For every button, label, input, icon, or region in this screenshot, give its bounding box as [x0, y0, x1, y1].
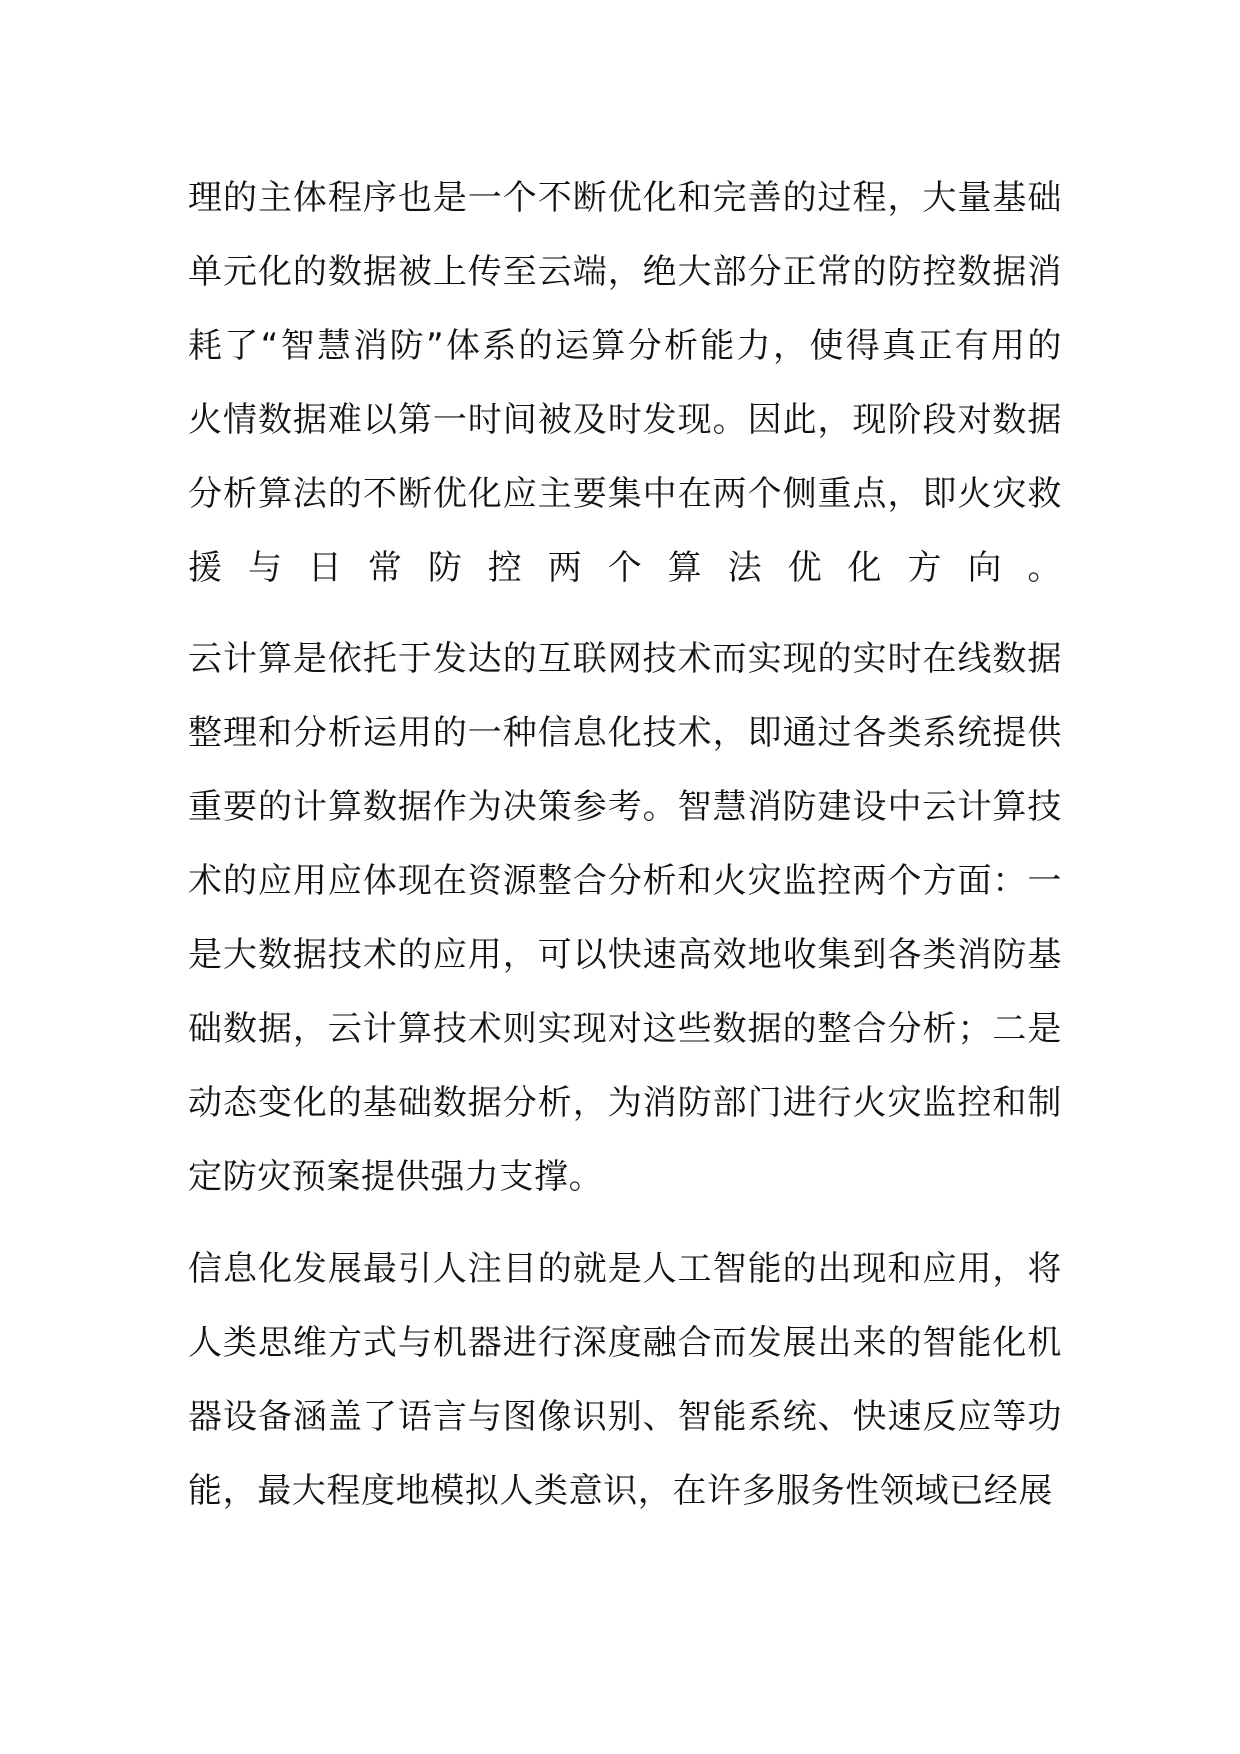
text-line: 重要的计算数据作为决策参考。智慧消防建设中云计算技: [188, 787, 1062, 827]
paragraph-data-algorithm-optimization: [188, 161, 1062, 605]
text-line: 器设备涵盖了语言与图像识别、智能系统、快速反应等功: [188, 1397, 1062, 1437]
text-line: 单元化的数据被上传至云端，绝大部分正常的防控数据消: [188, 252, 1062, 292]
text-line: 云计算是依托于发达的互联网技术而实现的实时在线数据: [188, 639, 1062, 679]
text-line: 信息化发展最引人注目的就是人工智能的出现和应用，将: [188, 1249, 1062, 1289]
text-line: 耗了“智慧消防”体系的运算分析能力，使得真正有用的: [188, 326, 1062, 366]
paragraph-artificial-intelligence: [188, 1232, 1062, 1528]
text-line: 分析算法的不断优化应主要集中在两个侧重点，即火灾救: [188, 474, 1062, 514]
text-line: 是大数据技术的应用，可以快速高效地收集到各类消防基: [188, 935, 1062, 975]
text-line: 定防灾预案提供强力支撑。: [188, 1157, 604, 1197]
text-line: 动态变化的基础数据分析，为消防部门进行火灾监控和制: [188, 1083, 1062, 1123]
text-line: 理的主体程序也是一个不断优化和完善的过程，大量基础: [188, 178, 1062, 218]
text-line: 人类思维方式与机器进行深度融合而发展出来的智能化机: [188, 1323, 1062, 1363]
text-line: 援与日常防控两个算法优化方向。: [188, 548, 1062, 588]
paragraph-cloud-computing: [188, 622, 1062, 1214]
text-line: 整理和分析运用的一种信息化技术，即通过各类系统提供: [188, 713, 1062, 753]
text-line: 础数据，云计算技术则实现对这些数据的整合分析；二是: [188, 1009, 1062, 1049]
text-line: 术的应用应体现在资源整合分析和火灾监控两个方面：一: [188, 861, 1062, 901]
text-line: 火情数据难以第一时间被及时发现。因此，现阶段对数据: [188, 400, 1062, 440]
text-line: 能，最大程度地模拟人类意识，在许多服务性领域已经展: [188, 1471, 1053, 1511]
